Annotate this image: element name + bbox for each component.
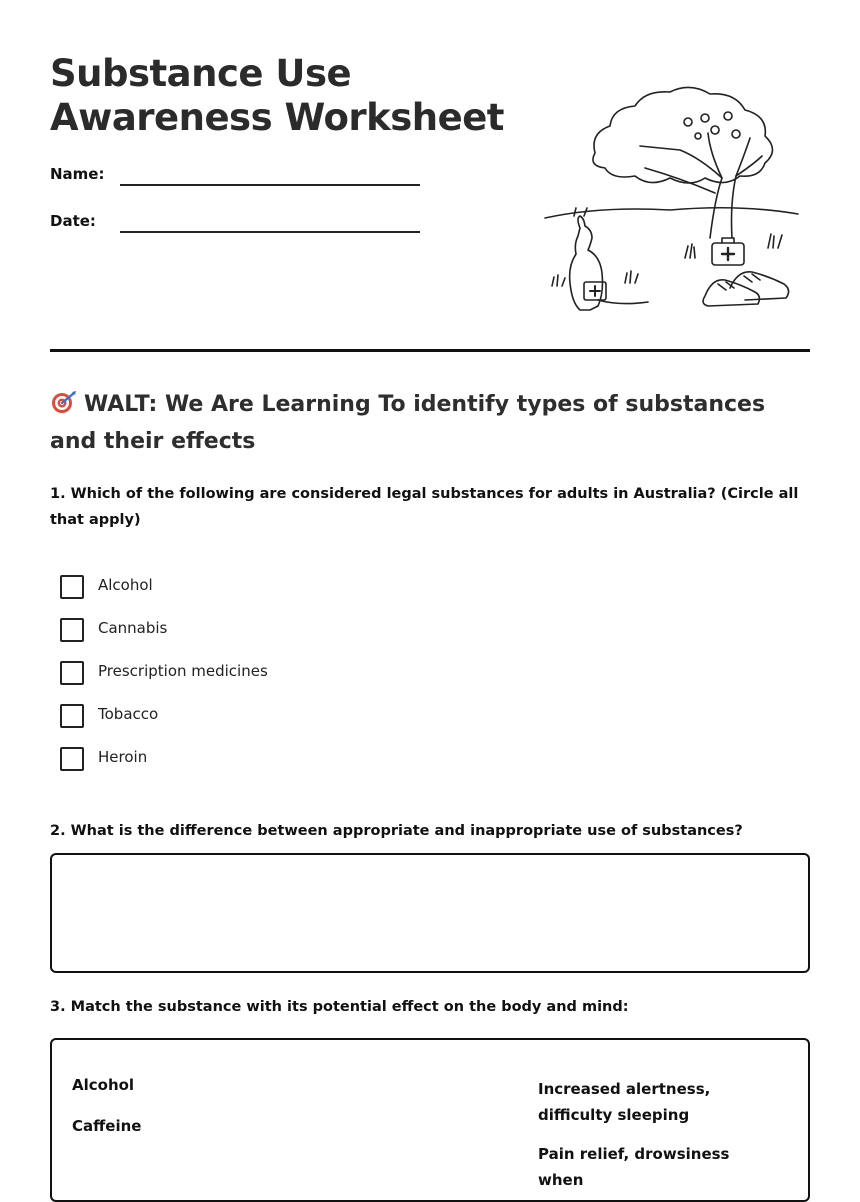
checkbox[interactable]	[60, 747, 84, 771]
question-2: 2. What is the difference between appropriate and inappropriate use of substances?	[50, 823, 743, 839]
walt-heading	[50, 386, 790, 460]
checkbox[interactable]	[60, 575, 84, 599]
title-line-2: Awareness Worksheet	[50, 96, 504, 139]
target-dart-icon	[50, 390, 78, 414]
option-label: Prescription medicines	[98, 662, 268, 680]
question-1: 1. Which of the following are considered legal substances for adults in Australia? (Circle all that apply)	[50, 486, 799, 528]
option-label: Tobacco	[98, 705, 159, 723]
substance-list	[72, 1076, 141, 1158]
worksheet-title	[50, 52, 504, 140]
checkbox[interactable]	[60, 661, 84, 685]
kangaroo	[570, 216, 603, 310]
name-label: Name:	[50, 165, 105, 183]
option-label: Heroin	[98, 748, 148, 766]
option-label: Alcohol	[98, 576, 153, 594]
question-2-answer-box[interactable]	[50, 853, 810, 973]
option-label: Cannabis	[98, 619, 168, 637]
effect-item: Pain relief, drowsiness when	[538, 1145, 730, 1189]
date-label: Date:	[50, 212, 96, 230]
name-line-input[interactable]	[120, 184, 420, 186]
substance-item: Alcohol	[72, 1076, 135, 1094]
effect-item: Increased alertness, difficulty sleeping	[538, 1080, 711, 1124]
effect-list	[538, 1076, 778, 1202]
header-divider	[50, 349, 810, 352]
checkbox[interactable]	[60, 704, 84, 728]
date-line-input[interactable]	[120, 231, 420, 233]
title-line-1: Substance Use	[50, 52, 352, 95]
substance-item: Caffeine	[72, 1117, 142, 1135]
tree-kangaroo-illustration	[540, 78, 805, 323]
walt-text: WALT: We Are Learning To identify types of substances and their effects	[50, 392, 766, 454]
question-3: 3. Match the substance with its potential effect on the body and mind:	[50, 999, 629, 1015]
checkbox[interactable]	[60, 618, 84, 642]
matching-box	[50, 1038, 810, 1202]
